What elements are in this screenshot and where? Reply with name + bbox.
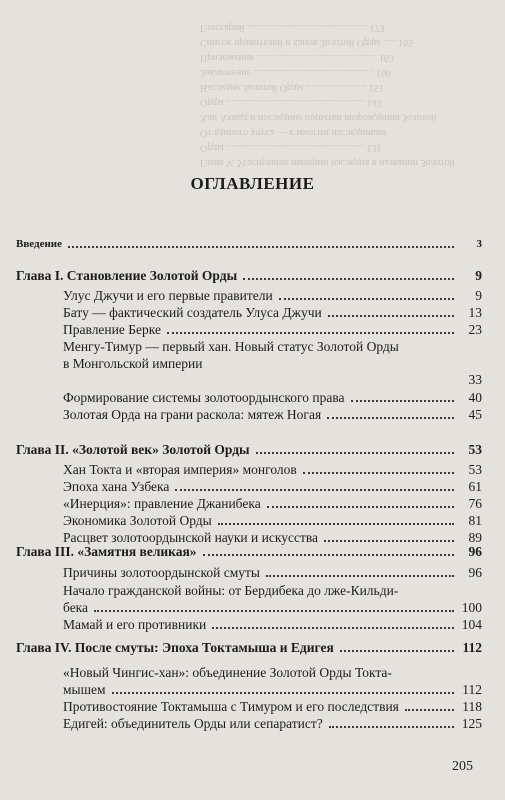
entry-page: 100 — [461, 600, 482, 615]
toc-entry[interactable] — [63, 716, 482, 732]
chapter-page: 9 — [475, 268, 482, 283]
entry-page: 45 — [468, 407, 482, 422]
entry-title: Улус Джучи и его первые правители — [63, 288, 273, 303]
entry-page: 76 — [468, 496, 482, 511]
leader-dots — [218, 523, 454, 525]
entry-title: бека — [63, 600, 89, 615]
leader-dots — [208, 366, 454, 368]
toc-entry-line1[interactable]: «Новый Чингис-хан»: объединение Золотой Орды Токта- — [63, 665, 392, 680]
entry-title: Едигей: объединитель Орды или сепаратист? — [63, 716, 323, 731]
entry-title: «Инерция»: правление Джанибека — [63, 496, 261, 511]
entry-title: мышем — [63, 682, 106, 697]
leader-dots — [94, 610, 454, 612]
leader-dots — [175, 489, 454, 491]
entry-page: 40 — [468, 390, 482, 405]
page-number: 205 — [452, 759, 473, 774]
leader-dots — [203, 554, 454, 556]
leader-dots — [303, 472, 454, 474]
leader-dots — [256, 452, 454, 454]
toc-entry-line1[interactable]: Менгу-Тимур — первый хан. Новый статус Золотой Орды — [63, 339, 399, 354]
entry-page: 89 — [468, 530, 482, 545]
leader-dots — [267, 506, 454, 508]
show-through-text: Глава V. Угаснувшие империи наследия в названии Золотой Орды ....................................................... 131 От единого улуса — к многим наследникам Хан Ахмад и последние попытки возрождения Золотой Орды ....................................................... 143 Наследие Золотой Орды ........................ 151 Заключение ................................................ 160 Приложения ................................................ 163 Список правителей и ханов Золотой Орды ..... 165 Глоссарий ................................................ 173 — [200, 22, 455, 168]
leader-dots — [340, 650, 454, 652]
entry-page: 104 — [461, 617, 482, 632]
toc-entry[interactable] — [63, 600, 482, 616]
toc-entry-intro[interactable] — [16, 236, 482, 252]
leader-dots — [405, 709, 454, 711]
toc-entry[interactable] — [63, 479, 482, 495]
entry-page: 81 — [468, 513, 482, 528]
leader-dots — [279, 298, 454, 300]
chapter-page: 112 — [462, 640, 482, 655]
chapter-title: Глава III. «Замятня великая» — [16, 544, 197, 559]
toc-entry[interactable] — [63, 496, 482, 512]
leader-dots — [351, 400, 454, 402]
entry-page: 23 — [468, 322, 482, 337]
leader-dots — [328, 315, 454, 317]
leader-dots — [243, 278, 454, 280]
chapter-title: Глава II. «Золотой век» Золотой Орды — [16, 442, 250, 457]
toc-heading: ОГЛАВЛЕНИЕ — [190, 174, 315, 193]
toc-chapter-3[interactable] — [16, 544, 482, 560]
toc-entry[interactable] — [63, 390, 482, 406]
leader-dots — [266, 575, 454, 577]
entry-title: Экономика Золотой Орды — [63, 513, 212, 528]
chapter-page: 96 — [468, 544, 482, 559]
leader-dots — [327, 417, 454, 419]
entry-title: Эпоха хана Узбека — [63, 479, 170, 494]
chapter-title: Глава IV. После смуты: Эпоха Токтамыша и Едигея — [16, 640, 334, 655]
entry-title: Золотая Орда на грани раскола: мятеж Ногая — [63, 407, 322, 422]
entry-page: 125 — [461, 716, 482, 731]
toc-entry[interactable] — [63, 322, 482, 338]
toc-entry[interactable] — [63, 565, 482, 581]
toc-entry[interactable] — [63, 699, 482, 715]
entry-page: 112 — [462, 682, 482, 697]
toc-entry[interactable] — [63, 305, 482, 321]
entry-page: 96 — [468, 565, 482, 580]
entry-page: 3 — [476, 238, 482, 250]
toc-entry[interactable] — [63, 288, 482, 304]
leader-dots — [212, 627, 454, 629]
entry-page: 61 — [468, 479, 482, 494]
entry-page: 13 — [468, 305, 482, 320]
entry-page: 9 — [475, 288, 482, 303]
leader-dots — [329, 726, 454, 728]
toc-chapter-4[interactable] — [16, 640, 482, 656]
entry-title: Бату — фактический создатель Улуса Джучи — [63, 305, 322, 320]
entry-title: Противостояние Токтамыша с Тимуром и его последствия — [63, 699, 399, 714]
toc-entry[interactable] — [63, 682, 482, 698]
entry-title: Хан Токта и «вторая империя» монголов — [63, 462, 297, 477]
entry-title: Мамай и его противники — [63, 617, 207, 632]
entry-page: 33 — [468, 372, 482, 387]
chapter-title: Глава I. Становление Золотой Орды — [16, 268, 238, 283]
leader-dots — [167, 332, 454, 334]
entry-title: Причины золотоордынской смуты — [63, 565, 260, 580]
entry-title: Формирование системы золотоордынского права — [63, 390, 345, 405]
leader-dots — [68, 246, 454, 248]
entry-title: Введение — [16, 238, 63, 250]
toc-entry[interactable] — [63, 513, 482, 529]
leader-dots — [112, 692, 454, 694]
toc-entry[interactable] — [63, 617, 482, 633]
entry-title: Правление Берке — [63, 322, 161, 337]
toc-entry-line1[interactable]: Начало гражданской войны: от Бердибека до лже-Кильди- — [63, 583, 399, 598]
entry-title: в Монгольской империи — [63, 356, 203, 371]
toc-entry[interactable] — [63, 462, 482, 478]
chapter-page: 53 — [468, 442, 482, 457]
toc-chapter-2[interactable] — [16, 442, 482, 458]
toc-chapter-1[interactable] — [16, 268, 482, 284]
leader-dots — [324, 540, 454, 542]
toc-entry[interactable] — [63, 356, 482, 387]
entry-page: 53 — [468, 462, 482, 477]
toc-entry[interactable] — [63, 407, 482, 423]
entry-page: 118 — [462, 699, 482, 714]
entry-title: Расцвет золотоордынской науки и искусства — [63, 530, 319, 545]
